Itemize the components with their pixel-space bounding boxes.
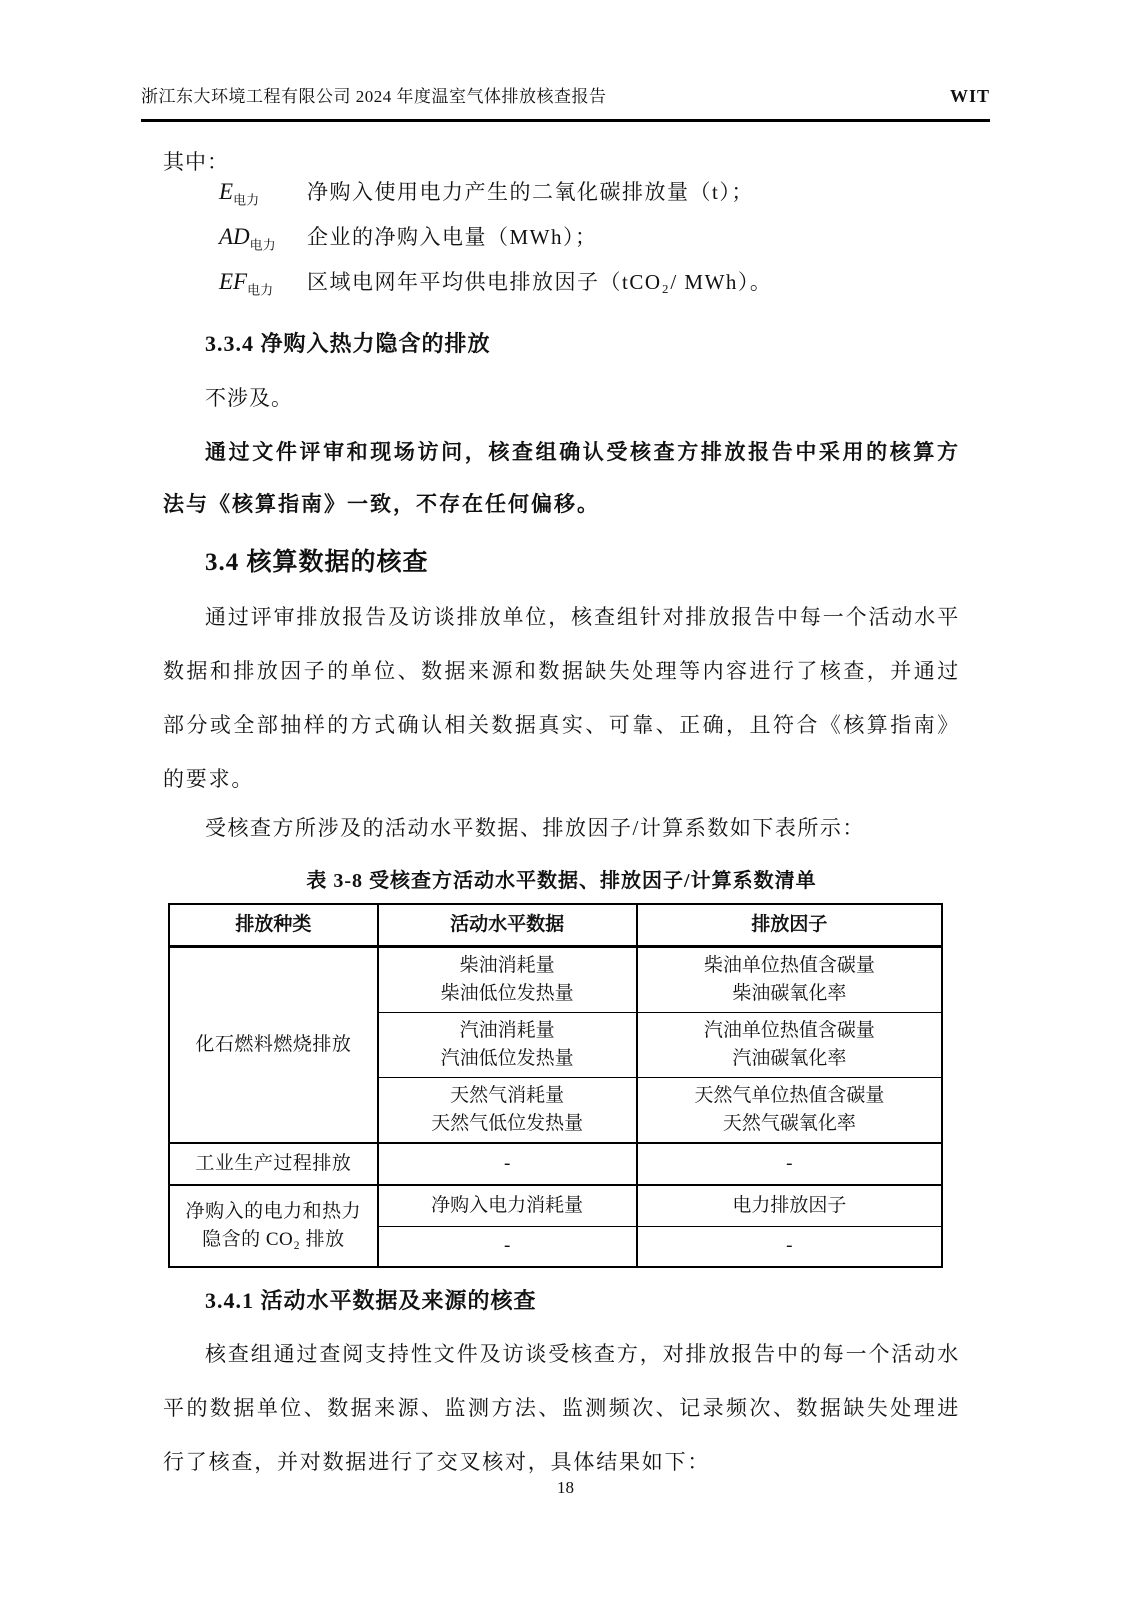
table-intro-text: 受核查方所涉及的活动水平数据、排放因子/计算系数如下表所示： — [205, 816, 865, 840]
cell-line: 天然气碳氧化率 — [722, 1112, 856, 1134]
definition-row-ef-electricity — [163, 266, 960, 311]
cell-electricity-activity: 净购入电力消耗量 — [378, 1185, 637, 1227]
heading-3-4-1: 3.4.1 活动水平数据及来源的核查 — [205, 1287, 537, 1313]
symbol-letter: AD — [219, 224, 250, 249]
symbol-subscript: 电力 — [247, 282, 274, 298]
cell-line: 汽油单位热值含碳量 — [703, 1019, 875, 1041]
table-row-industrial-process — [169, 1143, 942, 1185]
cell-diesel-activity — [378, 946, 637, 1012]
definition-row-ad-electricity — [163, 221, 960, 266]
cell-line: 柴油消耗量 — [459, 954, 555, 976]
activity-data-table — [168, 903, 943, 1268]
table-row-diesel — [169, 946, 942, 1012]
page-number: 18 — [557, 1478, 574, 1497]
cell-process-factor: - — [637, 1143, 942, 1185]
symbol-ad-electricity — [163, 224, 307, 254]
cell-process-category: 工业生产过程排放 — [169, 1143, 378, 1185]
heading-3-4: 3.4 核算数据的核查 — [205, 549, 429, 576]
definition-text: 净购入使用电力产生的二氧化碳排放量（t）； — [307, 180, 754, 204]
table-caption: 表 3-8 受核查方活动水平数据、排放因子/计算系数清单 — [306, 870, 817, 892]
table-header-row — [169, 904, 942, 946]
cell-line: 隐含的 CO₂ 排放 — [202, 1228, 345, 1250]
symbol-e-electricity — [163, 179, 307, 209]
cell-electricity-activity-dash: - — [378, 1227, 637, 1267]
cell-line: 天然气消耗量 — [450, 1084, 565, 1106]
cell-line: 天然气单位热值含碳量 — [694, 1084, 885, 1106]
cell-line: 柴油低位发热量 — [440, 982, 574, 1004]
cell-electricity-factor: 电力排放因子 — [637, 1185, 942, 1227]
symbol-subscript: 电力 — [233, 192, 260, 208]
cell-gasoline-activity — [378, 1012, 637, 1077]
header-title: 浙江东大环境工程有限公司 2024 年度温室气体排放核查报告 — [141, 87, 607, 106]
definition-text: 企业的净购入电量（MWh）； — [307, 225, 598, 249]
not-applicable-text: 不涉及。 — [205, 386, 293, 410]
symbol-ef-electricity — [163, 269, 307, 299]
cell-line: 汽油低位发热量 — [440, 1047, 574, 1069]
paragraph-3-4: 通过评审排放报告及访谈排放单位，核查组针对排放报告中每一个活动水平数据和排放因子的单位、数据来源和数据缺失处理等内容进行了核查，并通过部分或全部抽样的方式确认相关数据真实、可靠、正确，且符合《核算指南》的要求。 — [163, 605, 960, 791]
cell-line: 天然气低位发热量 — [431, 1112, 584, 1134]
symbol-letter: E — [219, 179, 234, 204]
cell-line: 净购入的电力和热力 — [185, 1200, 362, 1222]
cell-fossil-category: 化石燃料燃烧排放 — [169, 946, 378, 1143]
symbol-subscript: 电力 — [249, 237, 276, 253]
page-content — [163, 140, 960, 1489]
among-label: 其中： — [163, 150, 229, 174]
symbol-letter: EF — [219, 269, 248, 294]
conclusion-paragraph: 通过文件评审和现场访问，核查组确认受核查方排放报告中采用的核算方法与《核算指南》一致，不存在任何偏移。 — [163, 440, 960, 516]
cell-gasoline-factor — [637, 1012, 942, 1077]
paragraph-3-4-1: 核查组通过查阅支持性文件及访谈受核查方，对排放报告中的每一个活动水平的数据单位、数据来源、监测方法、监测频次、记录频次、数据缺失处理进行了核查，并对数据进行了交叉核对，具体结果如下： — [163, 1341, 960, 1474]
cell-line: 汽油消耗量 — [459, 1019, 555, 1041]
cell-line: 汽油碳氧化率 — [732, 1047, 847, 1069]
definition-text: 区域电网年平均供电排放因子（tCO₂/ MWh）。 — [307, 270, 773, 294]
header-emission-category: 排放种类 — [169, 904, 378, 946]
header-brand-logo: WIT — [949, 86, 990, 106]
header-activity-data: 活动水平数据 — [378, 904, 637, 946]
table-row-electricity — [169, 1185, 942, 1227]
cell-line: 柴油单位热值含碳量 — [703, 954, 875, 976]
heading-3-3-4: 3.3.4 净购入热力隐含的排放 — [205, 331, 491, 356]
cell-electricity-factor-dash: - — [637, 1227, 942, 1267]
cell-line: 柴油碳氧化率 — [732, 982, 847, 1004]
cell-gas-activity — [378, 1077, 637, 1143]
header-emission-factor: 排放因子 — [637, 904, 942, 946]
cell-diesel-factor — [637, 946, 942, 1012]
definition-row-e-electricity — [163, 176, 960, 221]
page-header — [141, 82, 990, 122]
cell-process-activity: - — [378, 1143, 637, 1185]
cell-gas-factor — [637, 1077, 942, 1143]
cell-electricity-category — [169, 1185, 378, 1267]
